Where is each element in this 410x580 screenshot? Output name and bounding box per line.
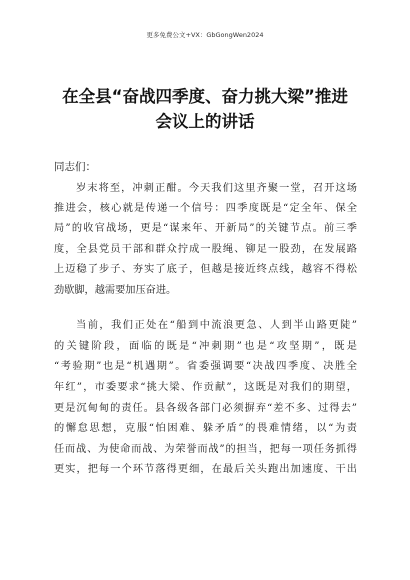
paragraph-2-line-2: 的关键阶段，面临的既是“冲刺期”也是“攻坚期”，既是 [54, 341, 357, 352]
paragraph-2-line-4: 年红”，市委要求“挑大梁、作贡献”，这既是对我们的期望， [54, 382, 357, 393]
paragraph-2-line-8: 更实，把每一个环节落得更细，在最后关头跑出加速度、干出 [54, 464, 357, 475]
paragraph-2-line-3: “考验期”也是“机遇期”。省委强调要“决战四季度、决胜全 [54, 361, 357, 372]
title-line-1: 在全县“奋战四季度、奋力挑大梁”推进 [62, 87, 348, 106]
paragraph-1-line-3: 局”的收官战场，更是“谋来年、开新局”的关键节点。前三季 [54, 223, 357, 234]
paragraph-1-line-4: 度，全县党员干部和群众拧成一股绳、铆足一股劲，在发展路 [54, 244, 357, 255]
header-note: 更多免费公文+VX：GbGongWen2024 [146, 31, 264, 39]
paragraph-2-line-1: 当前，我们正处在“船到中流浪更急、人到半山路更陡” [76, 320, 357, 331]
paragraph-1-line-2: 推进会，核心就是传递一个信号：四季度既是“定全年、保全 [54, 203, 357, 214]
paragraph-2-line-6: 的懈怠思想，克服“怕困难、躲矛盾”的畏难情绪，以“为责 [54, 423, 357, 434]
paragraph-2-line-7: 任而战、为使命而战、为荣誉而战”的担当，把每一项任务抓得 [54, 444, 357, 455]
paragraph-1-line-6: 劲歇脚，越需要加压奋进。 [54, 285, 177, 296]
document-title [30, 84, 380, 134]
paragraph-2-line-5: 更是沉甸甸的责任。县各级各部门必须摒弃“差不多、过得去” [54, 403, 357, 414]
title-line-2: 会议上的讲话 [155, 112, 255, 131]
salutation: 同志们： [54, 161, 96, 173]
paragraph-1-line-5: 上迈稳了步子、夯实了底子，但越是接近终点线，越容不得松 [54, 264, 357, 275]
paragraph-1-line-1: 岁末将至，冲刺正酣。今天我们这里齐聚一堂，召开这场 [76, 183, 357, 194]
